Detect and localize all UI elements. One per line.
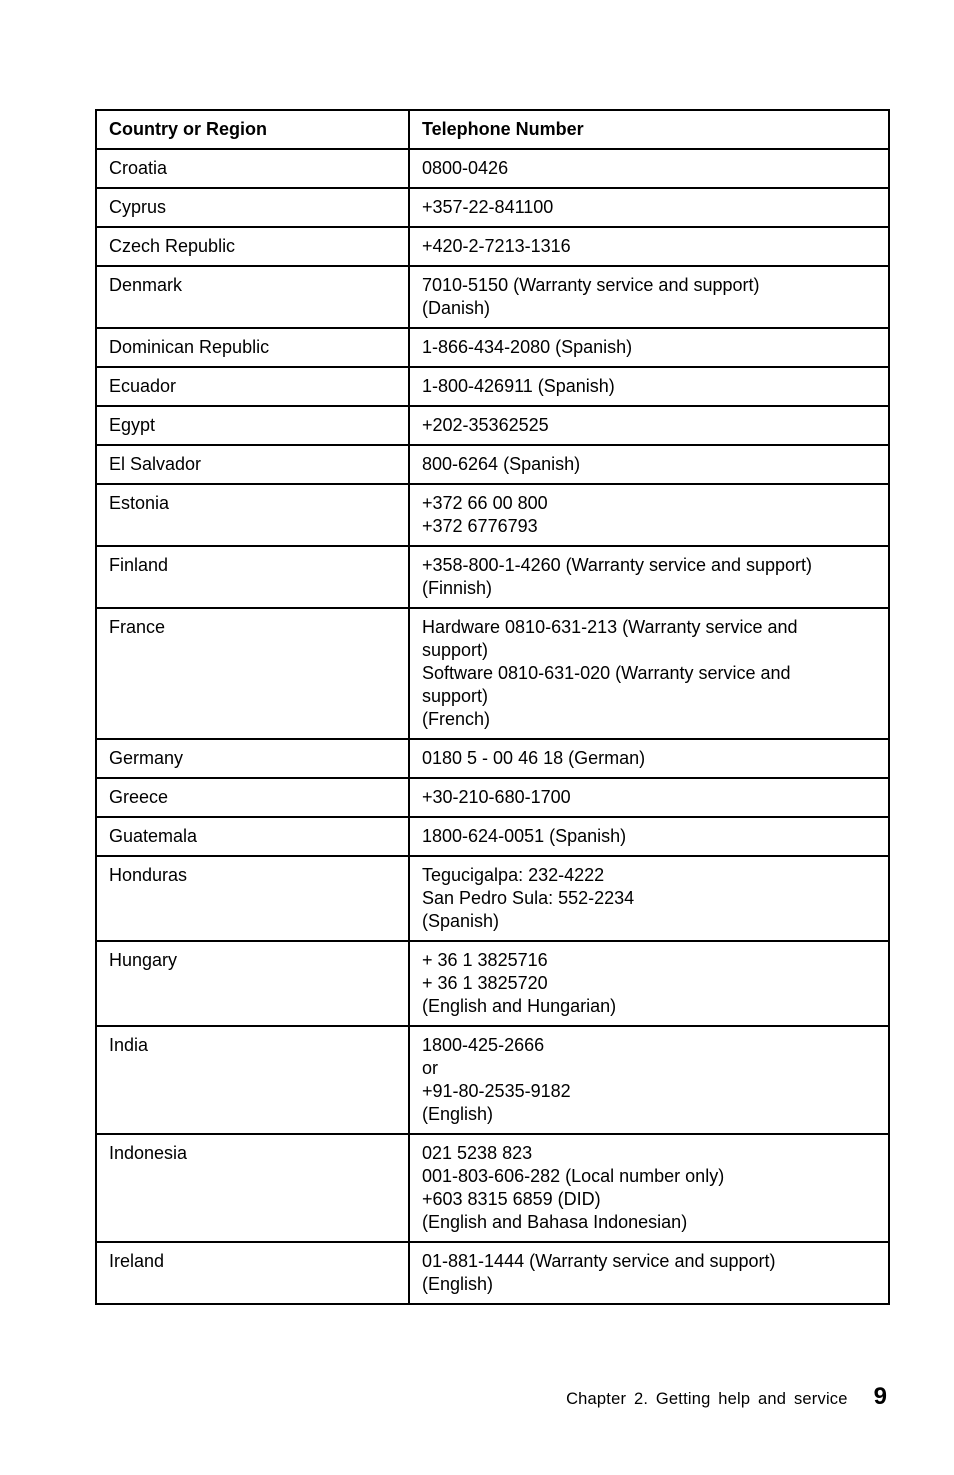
telephone-cell: [409, 739, 889, 778]
telephone-line: (Finnish): [422, 578, 493, 598]
table-row: [96, 817, 889, 856]
header-country-or-region: Country or Region: [96, 110, 409, 149]
table-row: [96, 608, 889, 739]
table-row: [96, 739, 889, 778]
telephone-line: Tegucigalpa: 232-4222: [422, 865, 605, 885]
telephone-line: 800-6264 (Spanish): [422, 454, 581, 474]
country-cell: Cyprus: [96, 188, 409, 227]
country-cell: Indonesia: [96, 1134, 409, 1242]
telephone-line: San Pedro Sula: 552-2234: [422, 888, 635, 908]
telephone-line: +372 66 00 800: [422, 493, 548, 513]
telephone-line: +603 8315 6859 (DID): [422, 1189, 601, 1209]
table-row: [96, 328, 889, 367]
telephone-line: 1-866-434-2080 (Spanish): [422, 337, 633, 357]
telephone-line: 0180 5 - 00 46 18 (German): [422, 748, 646, 768]
telephone-cell: [409, 817, 889, 856]
telephone-cell: [409, 1242, 889, 1304]
table-row: [96, 1242, 889, 1304]
telephone-line: 01-881-1444 (Warranty service and support): [422, 1251, 776, 1271]
telephone-line: + 36 1 3825716: [422, 950, 548, 970]
country-cell: Dominican Republic: [96, 328, 409, 367]
table-row: [96, 941, 889, 1026]
country-cell: France: [96, 608, 409, 739]
country-cell: El Salvador: [96, 445, 409, 484]
telephone-cell: [409, 941, 889, 1026]
page-footer: [566, 1383, 887, 1411]
telephone-line: (English and Hungarian): [422, 996, 617, 1016]
telephone-line: (English): [422, 1274, 494, 1294]
table-row: [96, 149, 889, 188]
telephone-line: Hardware 0810-631-213 (Warranty service and: [422, 617, 798, 637]
telephone-cell: [409, 367, 889, 406]
telephone-cell: [409, 546, 889, 608]
contact-table: [95, 109, 890, 1305]
country-cell: Denmark: [96, 266, 409, 328]
telephone-cell: [409, 266, 889, 328]
telephone-cell: [409, 1134, 889, 1242]
header-telephone-number: Telephone Number: [409, 110, 889, 149]
telephone-cell: [409, 778, 889, 817]
telephone-cell: [409, 445, 889, 484]
telephone-line: (Danish): [422, 298, 491, 318]
table-row: [96, 1026, 889, 1134]
telephone-line: +358-800-1-4260 (Warranty service and support): [422, 555, 813, 575]
telephone-cell: [409, 1026, 889, 1134]
table-row: [96, 445, 889, 484]
telephone-cell: [409, 149, 889, 188]
telephone-line: +202-35362525: [422, 415, 549, 435]
telephone-line: + 36 1 3825720: [422, 973, 548, 993]
telephone-line: support): [422, 640, 489, 660]
table-row: [96, 484, 889, 546]
country-cell: Guatemala: [96, 817, 409, 856]
telephone-cell: [409, 188, 889, 227]
country-cell: Hungary: [96, 941, 409, 1026]
table-row: [96, 546, 889, 608]
country-cell: Egypt: [96, 406, 409, 445]
table-row: [96, 1134, 889, 1242]
telephone-line: 0800-0426: [422, 158, 509, 178]
telephone-line: 021 5238 823: [422, 1143, 533, 1163]
telephone-line: (Spanish): [422, 911, 500, 931]
country-cell: Finland: [96, 546, 409, 608]
telephone-line: (French): [422, 709, 491, 729]
telephone-line: (English): [422, 1104, 494, 1124]
table-row: [96, 856, 889, 941]
telephone-line: or: [422, 1058, 439, 1078]
table-row: [96, 227, 889, 266]
telephone-cell: [409, 227, 889, 266]
telephone-cell: [409, 856, 889, 941]
telephone-line: +372 6776793: [422, 516, 538, 536]
telephone-line: 1800-425-2666: [422, 1035, 545, 1055]
table-header-row: [96, 110, 889, 149]
table-row: [96, 406, 889, 445]
telephone-cell: [409, 484, 889, 546]
country-cell: India: [96, 1026, 409, 1134]
telephone-line: 1-800-426911 (Spanish): [422, 376, 615, 396]
telephone-line: support): [422, 686, 489, 706]
telephone-cell: [409, 328, 889, 367]
country-cell: Honduras: [96, 856, 409, 941]
table-body: [96, 149, 889, 1304]
table-row: [96, 188, 889, 227]
country-cell: Estonia: [96, 484, 409, 546]
telephone-line: 001-803-606-282 (Local number only): [422, 1166, 725, 1186]
country-cell: Croatia: [96, 149, 409, 188]
telephone-cell: [409, 608, 889, 739]
telephone-line: 7010-5150 (Warranty service and support): [422, 275, 760, 295]
telephone-line: (English and Bahasa Indonesian): [422, 1212, 688, 1232]
country-cell: Germany: [96, 739, 409, 778]
table-row: [96, 266, 889, 328]
telephone-line: +420-2-7213-1316: [422, 236, 571, 256]
country-cell: Ireland: [96, 1242, 409, 1304]
country-cell: Czech Republic: [96, 227, 409, 266]
country-cell: Greece: [96, 778, 409, 817]
telephone-line: +30-210-680-1700: [422, 787, 571, 807]
telephone-line: +91-80-2535-9182: [422, 1081, 571, 1101]
telephone-line: Software 0810-631-020 (Warranty service and: [422, 663, 791, 683]
telephone-line: +357-22-841100: [422, 197, 554, 217]
table-row: [96, 367, 889, 406]
page-number: 9: [873, 1383, 887, 1410]
table-row: [96, 778, 889, 817]
telephone-cell: [409, 406, 889, 445]
telephone-line: 1800-624-0051 (Spanish): [422, 826, 627, 846]
country-cell: Ecuador: [96, 367, 409, 406]
footer-chapter-text: Chapter 2. Getting help and service: [566, 1390, 848, 1408]
